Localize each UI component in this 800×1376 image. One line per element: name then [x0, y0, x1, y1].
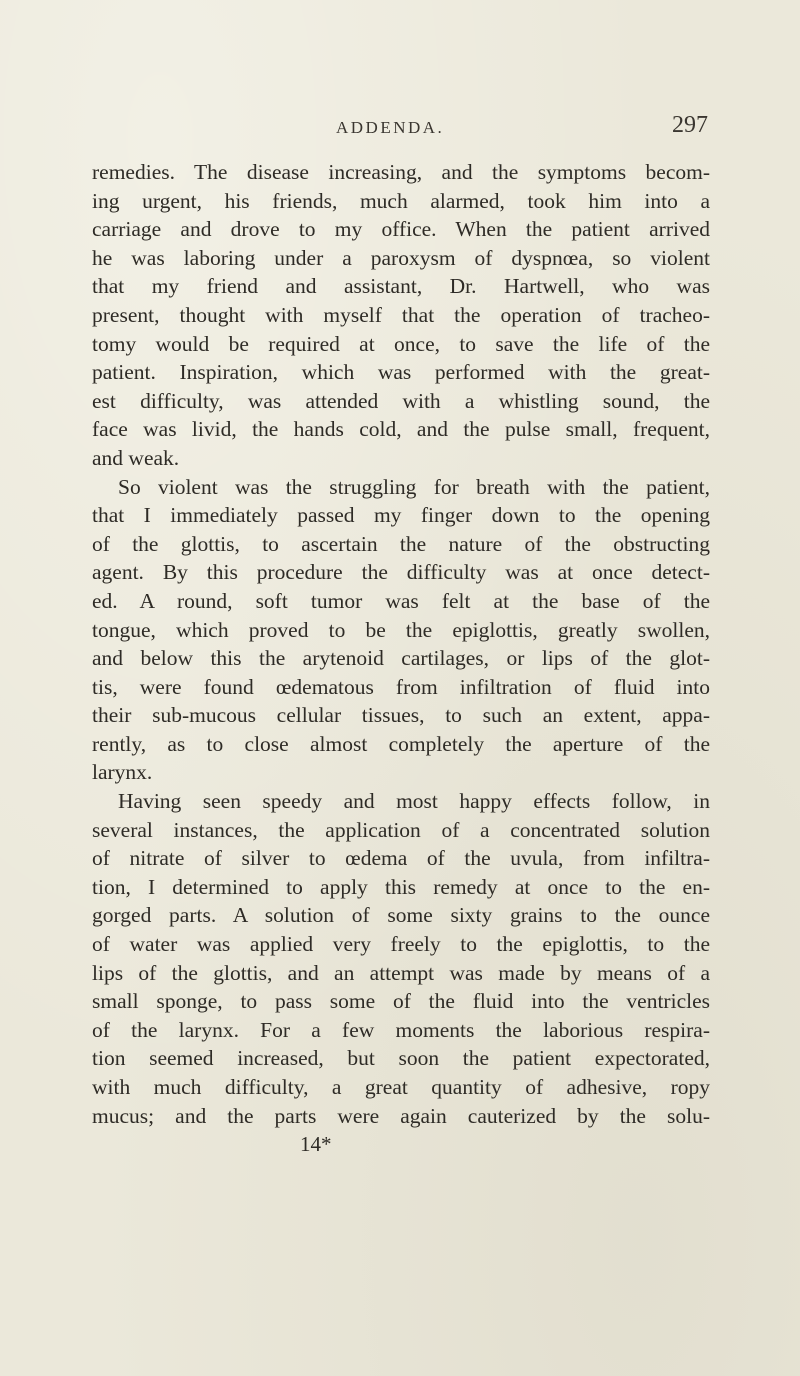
- paragraph-start: Having seen speedy and most happy effects follow, in: [118, 789, 710, 814]
- body-text: [92, 158, 710, 1159]
- text-line: that my friend and assistant, Dr. Hartwell, who was: [92, 274, 710, 299]
- text-line: patient. Inspiration, which was performed with the great-: [92, 360, 710, 385]
- text-line: that I immediately passed my finger down to the opening: [92, 503, 710, 528]
- paragraph-start: So violent was the struggling for breath with the patient,: [118, 474, 710, 499]
- text-line: of nitrate of silver to œdema of the uvula, from infiltra-: [92, 846, 710, 871]
- text-line: their sub-mucous cellular tissues, to such an extent, appa-: [92, 703, 710, 728]
- text-line: agent. By this procedure the difficulty was at once detect-: [92, 560, 710, 585]
- text-line: remedies. The disease increasing, and the symptoms becom-: [92, 160, 710, 184]
- text-line: with much difficulty, a great quantity of adhesive, ropy: [92, 1075, 710, 1099]
- text-line: and weak.: [92, 445, 180, 470]
- text-line: ed. A round, soft tumor was felt at the base of the: [92, 588, 710, 613]
- text-line: tomy would be required at once, to save the life of the: [92, 331, 710, 356]
- text-line: lips of the glottis, and an attempt was made by means of a: [92, 960, 710, 985]
- signature-mark: 14*: [300, 1132, 332, 1157]
- text-line: larynx.: [92, 760, 153, 785]
- text-line: carriage and drove to my office. When the patient arrived: [92, 217, 710, 242]
- running-title: ADDENDA.: [336, 118, 445, 137]
- text-line: small sponge, to pass some of the fluid into the ventricles: [92, 989, 710, 1014]
- text-line: of the larynx. For a few moments the laborious respira-: [92, 1017, 710, 1042]
- text-line: tis, were found œdematous from infiltration of fluid into: [92, 674, 710, 699]
- text-line: face was livid, the hands cold, and the pulse small, frequent,: [92, 417, 710, 442]
- text-line: of the glottis, to ascertain the nature of the obstructing: [92, 531, 710, 556]
- running-head: [0, 112, 800, 148]
- page-number: 297: [672, 112, 708, 138]
- text-line: and below this the arytenoid cartilages, or lips of the glot-: [92, 646, 710, 671]
- text-line: present, thought with myself that the operation of tracheo-: [92, 302, 710, 327]
- text-line: ing urgent, his friends, much alarmed, took him into a: [92, 188, 710, 213]
- text-line: tion, I determined to apply this remedy at once to the en-: [92, 874, 710, 899]
- text-line: rently, as to close almost completely the aperture of the: [92, 731, 710, 756]
- text-line: mucus; and the parts were again cauterized by the solu-: [92, 1103, 710, 1128]
- text-line: tion seemed increased, but soon the patient expectorated,: [92, 1046, 710, 1071]
- text-line: of water was applied very freely to the epiglottis, to the: [92, 932, 710, 957]
- text-line: he was laboring under a paroxysm of dyspnœa, so violent: [92, 245, 710, 270]
- text-line: est difficulty, was attended with a whistling sound, the: [92, 388, 710, 413]
- text-line: gorged parts. A solution of some sixty grains to the ounce: [92, 903, 710, 928]
- text-line: several instances, the application of a concentrated solution: [92, 817, 710, 842]
- text-line: tongue, which proved to be the epiglottis, greatly swollen,: [92, 617, 710, 642]
